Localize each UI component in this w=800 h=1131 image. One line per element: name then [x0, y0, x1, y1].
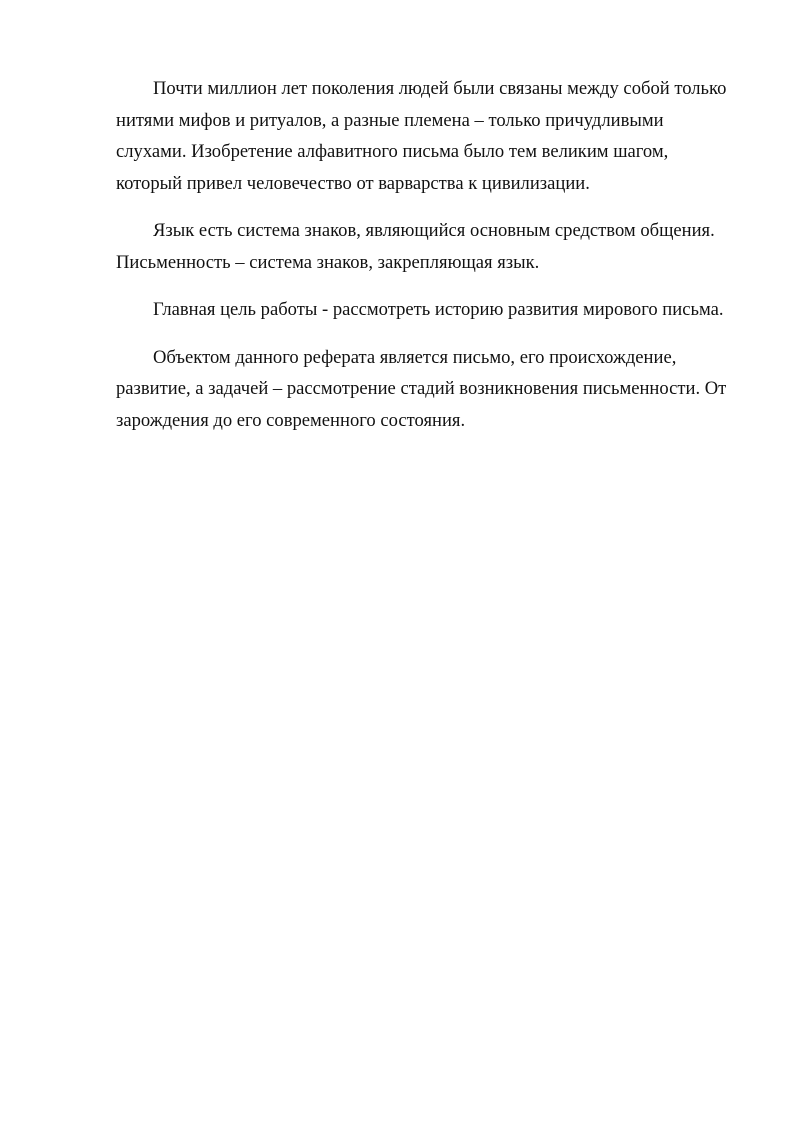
- paragraph-line: нитями мифов и ритуалов, а разные племена – только причудливыми: [116, 109, 664, 131]
- paragraph-line: развитие, а задачей – рассмотрение стадий возникновения письменности. От: [116, 378, 727, 399]
- paragraph-line: слухами. Изобретение алфавитного письма было тем великим шагом,: [116, 141, 669, 162]
- paragraph-goal: [116, 294, 744, 326]
- paragraph-line: Объектом данного реферата является письмо, его происхождение,: [153, 346, 677, 368]
- paragraph-line: зарождения до его современного состояния.: [116, 409, 466, 431]
- paragraph-intro: [116, 73, 744, 199]
- paragraph-language-definition: [116, 215, 744, 278]
- paragraph-line: Главная цель работы - рассмотреть историю развития мирового письма.: [153, 299, 724, 320]
- paragraph-line: который привел человечество от варварства к цивилизации.: [116, 172, 590, 194]
- document-body: [116, 73, 744, 452]
- paragraph-line: Почти миллион лет поколения людей были связаны между собой только: [153, 78, 727, 99]
- paragraph-line: Язык есть система знаков, являющийся основным средством общения.: [153, 220, 715, 241]
- paragraph-line: Письменность – система знаков, закрепляющая язык.: [116, 251, 540, 273]
- paragraph-object: [116, 342, 744, 437]
